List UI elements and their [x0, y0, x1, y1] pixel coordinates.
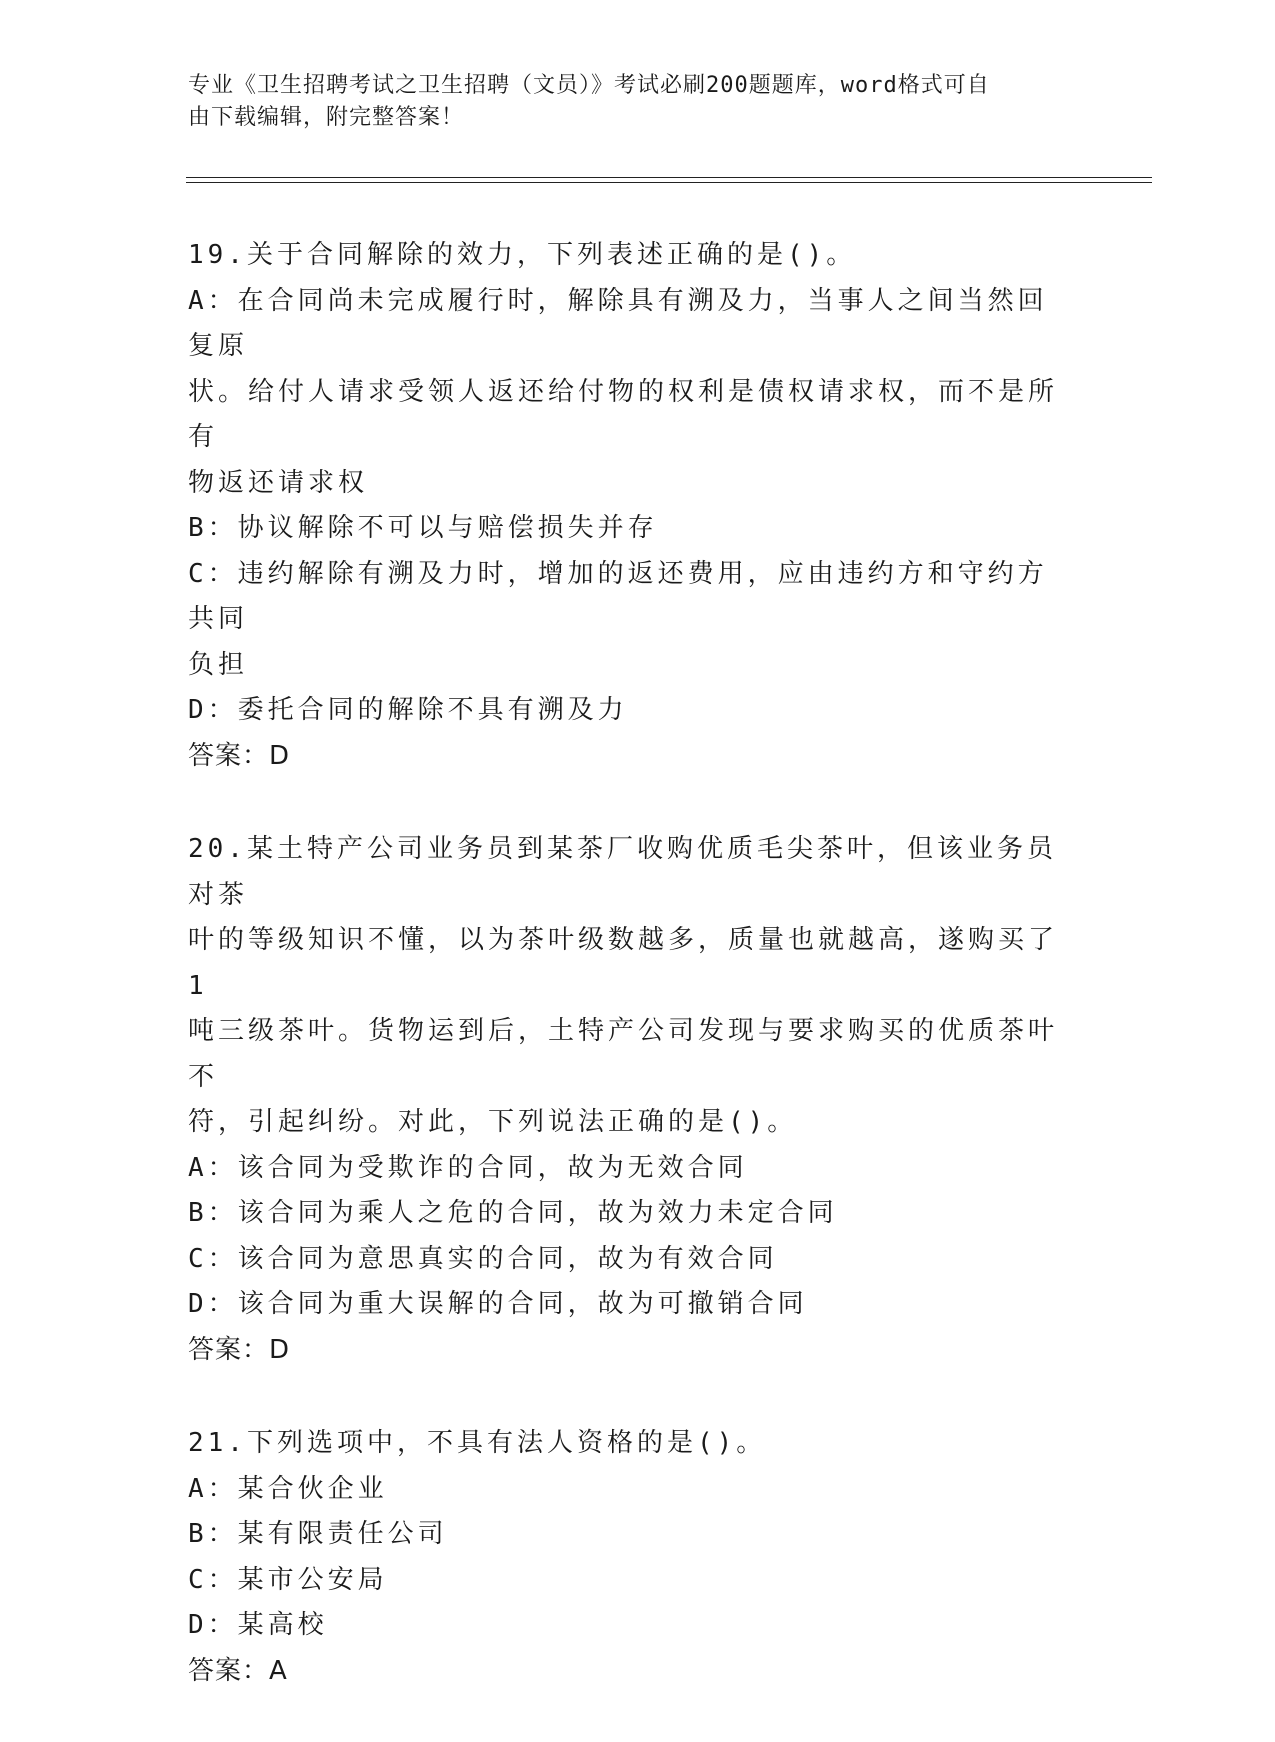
option-b — [188, 1512, 1068, 1558]
header-line-1: 专业《卫生招聘考试之卫生招聘（文员）》考试必刷200题题库，word格式可自 — [188, 73, 990, 98]
option-line: C：某市公安局 — [188, 1564, 388, 1595]
option-b — [188, 1191, 1068, 1237]
answer-19: 答案：D — [188, 740, 291, 771]
option-d — [188, 1282, 1068, 1328]
question-stem-line: 20.某土特产公司业务员到某茶厂收购优质毛尖茶叶，但该业务员对茶 — [188, 834, 1057, 910]
option-a — [188, 1467, 1068, 1513]
option-b — [188, 506, 1068, 552]
question-stem-line: 符，引起纠纷。对此，下列说法正确的是()。 — [188, 1107, 798, 1137]
option-line: A：该合同为受欺诈的合同，故为无效合同 — [188, 1152, 748, 1183]
answer-21: 答案：A — [188, 1655, 288, 1686]
header-divider-top — [186, 177, 1152, 178]
option-line: 状。给付人请求受领人返还给付物的权利是债权请求权，而不是所有 — [188, 376, 1059, 452]
option-line: 负担 — [188, 649, 249, 680]
option-line: B：某有限责任公司 — [188, 1519, 448, 1549]
option-c — [188, 552, 1068, 689]
header-line-2: 由下载编辑，附完整答案！ — [188, 105, 465, 130]
option-a — [188, 279, 1068, 507]
option-line: D：该合同为重大误解的合同，故为可撤销合同 — [188, 1289, 808, 1319]
question-21 — [188, 1421, 1068, 1694]
header-divider-bottom — [186, 182, 1152, 183]
option-line: B：协议解除不可以与赔偿损失并存 — [188, 513, 658, 543]
option-line: C：违约解除有溯及力时，增加的返还费用，应由违约方和守约方共同 — [188, 558, 1048, 634]
option-line: C：该合同为意思真实的合同，故为有效合同 — [188, 1243, 778, 1274]
option-line: B：该合同为乘人之危的合同，故为效力未定合同 — [188, 1198, 838, 1228]
question-stem-line: 21.下列选项中，不具有法人资格的是()。 — [188, 1428, 767, 1458]
option-line: 物返还请求权 — [188, 467, 369, 498]
question-20 — [188, 827, 1068, 1373]
question-stem-line: 19.关于合同解除的效力，下列表述正确的是()。 — [188, 240, 857, 270]
option-c — [188, 1237, 1068, 1283]
document-header — [188, 70, 1068, 134]
question-19 — [188, 233, 1068, 779]
question-stem-line: 叶的等级知识不懂，以为茶叶级数越多，质量也就越高，遂购买了1 — [188, 925, 1059, 1001]
option-c — [188, 1558, 1068, 1604]
answer-20: 答案：D — [188, 1334, 291, 1365]
option-d — [188, 1603, 1068, 1649]
option-line: A：在合同尚未完成履行时，解除具有溯及力，当事人之间当然回复原 — [188, 285, 1048, 361]
option-a — [188, 1146, 1068, 1192]
option-line: A：某合伙企业 — [188, 1473, 388, 1504]
option-line: D：某高校 — [188, 1610, 328, 1640]
option-line: D：委托合同的解除不具有溯及力 — [188, 695, 628, 725]
question-stem-line: 吨三级茶叶。货物运到后，土特产公司发现与要求购买的优质茶叶不 — [188, 1016, 1059, 1092]
question-list — [188, 233, 1068, 1742]
option-d — [188, 688, 1068, 734]
